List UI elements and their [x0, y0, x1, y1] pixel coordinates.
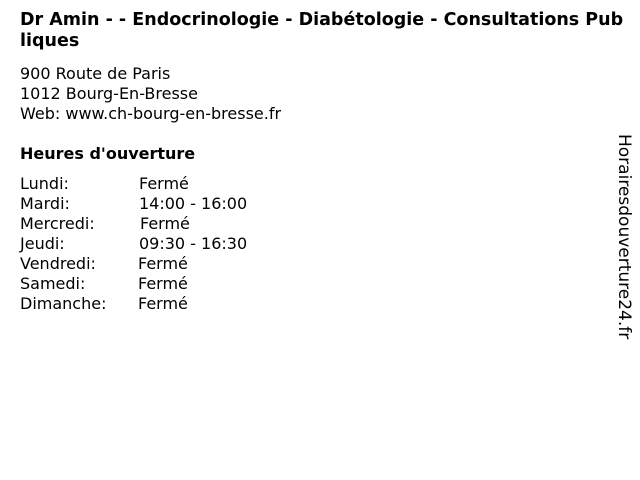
hours-value: Fermé — [139, 174, 189, 193]
hours-value: Fermé — [138, 274, 188, 293]
address-block — [20, 64, 281, 124]
site-watermark: Horairesdouverture24.fr — [614, 134, 634, 340]
day-label: Lundi: — [20, 174, 69, 193]
hours-value: Fermé — [138, 254, 188, 273]
page-title: Dr Amin - - Endocrinologie - Diabétologie - Consultations Publiques — [20, 10, 624, 51]
hours-value: 09:30 - 16:30 — [139, 234, 248, 253]
day-label: Samedi: — [20, 274, 86, 293]
day-label: Dimanche: — [20, 294, 107, 313]
opening-hours-heading: Heures d'ouverture — [20, 144, 196, 163]
day-label: Mardi: — [20, 194, 70, 213]
street-address: 900 Route de Paris — [20, 64, 171, 83]
hours-value: Fermé — [140, 214, 190, 233]
city-address: 1012 Bourg-En-Bresse — [20, 84, 198, 103]
website-link[interactable]: Web: www.ch-bourg-en-bresse.fr — [20, 104, 282, 123]
hours-value: 14:00 - 16:00 — [139, 194, 248, 213]
day-label: Vendredi: — [20, 254, 96, 273]
day-label: Jeudi: — [20, 234, 65, 253]
hours-value: Fermé — [138, 294, 188, 313]
day-label: Mercredi: — [20, 214, 95, 233]
